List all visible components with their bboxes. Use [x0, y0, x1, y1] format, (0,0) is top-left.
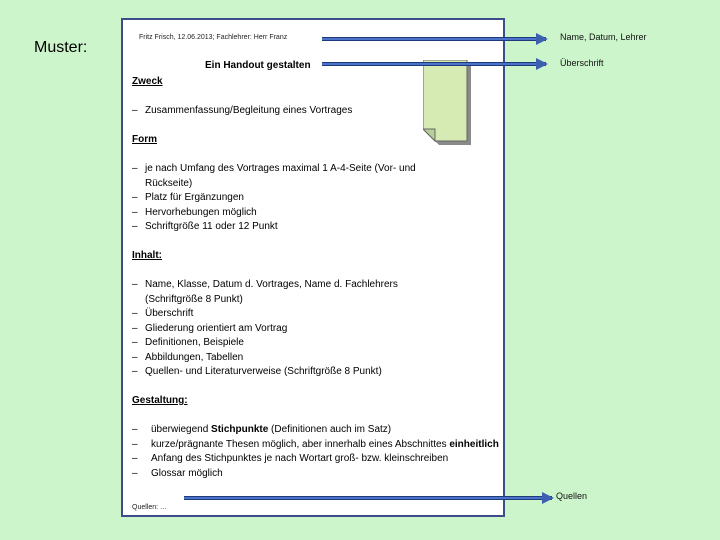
zweck-heading: Zweck [132, 76, 163, 87]
list-item: – Schriftgröße 11 oder 12 Punkt [132, 220, 500, 235]
list-item: – Quellen- und Literaturverweise (Schriftgröße 8 Punkt) [132, 365, 500, 380]
muster-label: Muster: [34, 39, 88, 56]
bold-text: Stichpunkte [211, 424, 269, 435]
form-heading: Form [132, 134, 157, 145]
label-ueberschrift: Überschrift [560, 58, 604, 68]
sources-note: Quellen: … [132, 504, 168, 511]
list-item: – Zusammenfassung/Begleitung eines Vortrages [132, 104, 500, 119]
list-item: – Platz für Ergänzungen [132, 191, 500, 206]
list-item: – Name, Klasse, Datum d. Vortrages, Name d. Fachlehrers (Schriftgröße 8 Punkt) [132, 278, 445, 307]
inhalt-heading: Inhalt: [132, 250, 162, 261]
bold-text: einheitlich [449, 438, 499, 450]
list-item: – Gliederung orientiert am Vortrag [132, 322, 500, 337]
list-item: – Hervorhebungen möglich [132, 206, 500, 221]
list-item: – Überschrift [132, 307, 500, 322]
label-name-datum-lehrer: Name, Datum, Lehrer [560, 32, 647, 42]
list-item: – je nach Umfang des Vortrages maximal 1 A-4-Seite (Vor- und Rückseite) [132, 162, 465, 191]
list-item: – Glossar möglich [132, 467, 500, 482]
header-meta: Fritz Frisch, 12.06.2013; Fachlehrer: Herr Franz [139, 34, 288, 41]
handout-title: Ein Handout gestalten [205, 60, 311, 71]
list-item: – Anfang des Stichpunktes je nach Wortart groß- bzw. kleinschreiben [132, 452, 500, 467]
list-item: – Abbildungen, Tabellen [132, 351, 500, 366]
label-quellen: Quellen [556, 491, 588, 501]
list-item: – Definitionen, Beispiele [132, 336, 500, 351]
list-item: – überwiegend Stichpunkte (Definitionen auch im Satz) [132, 423, 500, 438]
list-item: – kurze/prägnante Thesen möglich, aber innerhalb eines Abschnittes einheitlich [132, 438, 500, 453]
gestaltung-heading: Gestaltung: [132, 395, 188, 406]
